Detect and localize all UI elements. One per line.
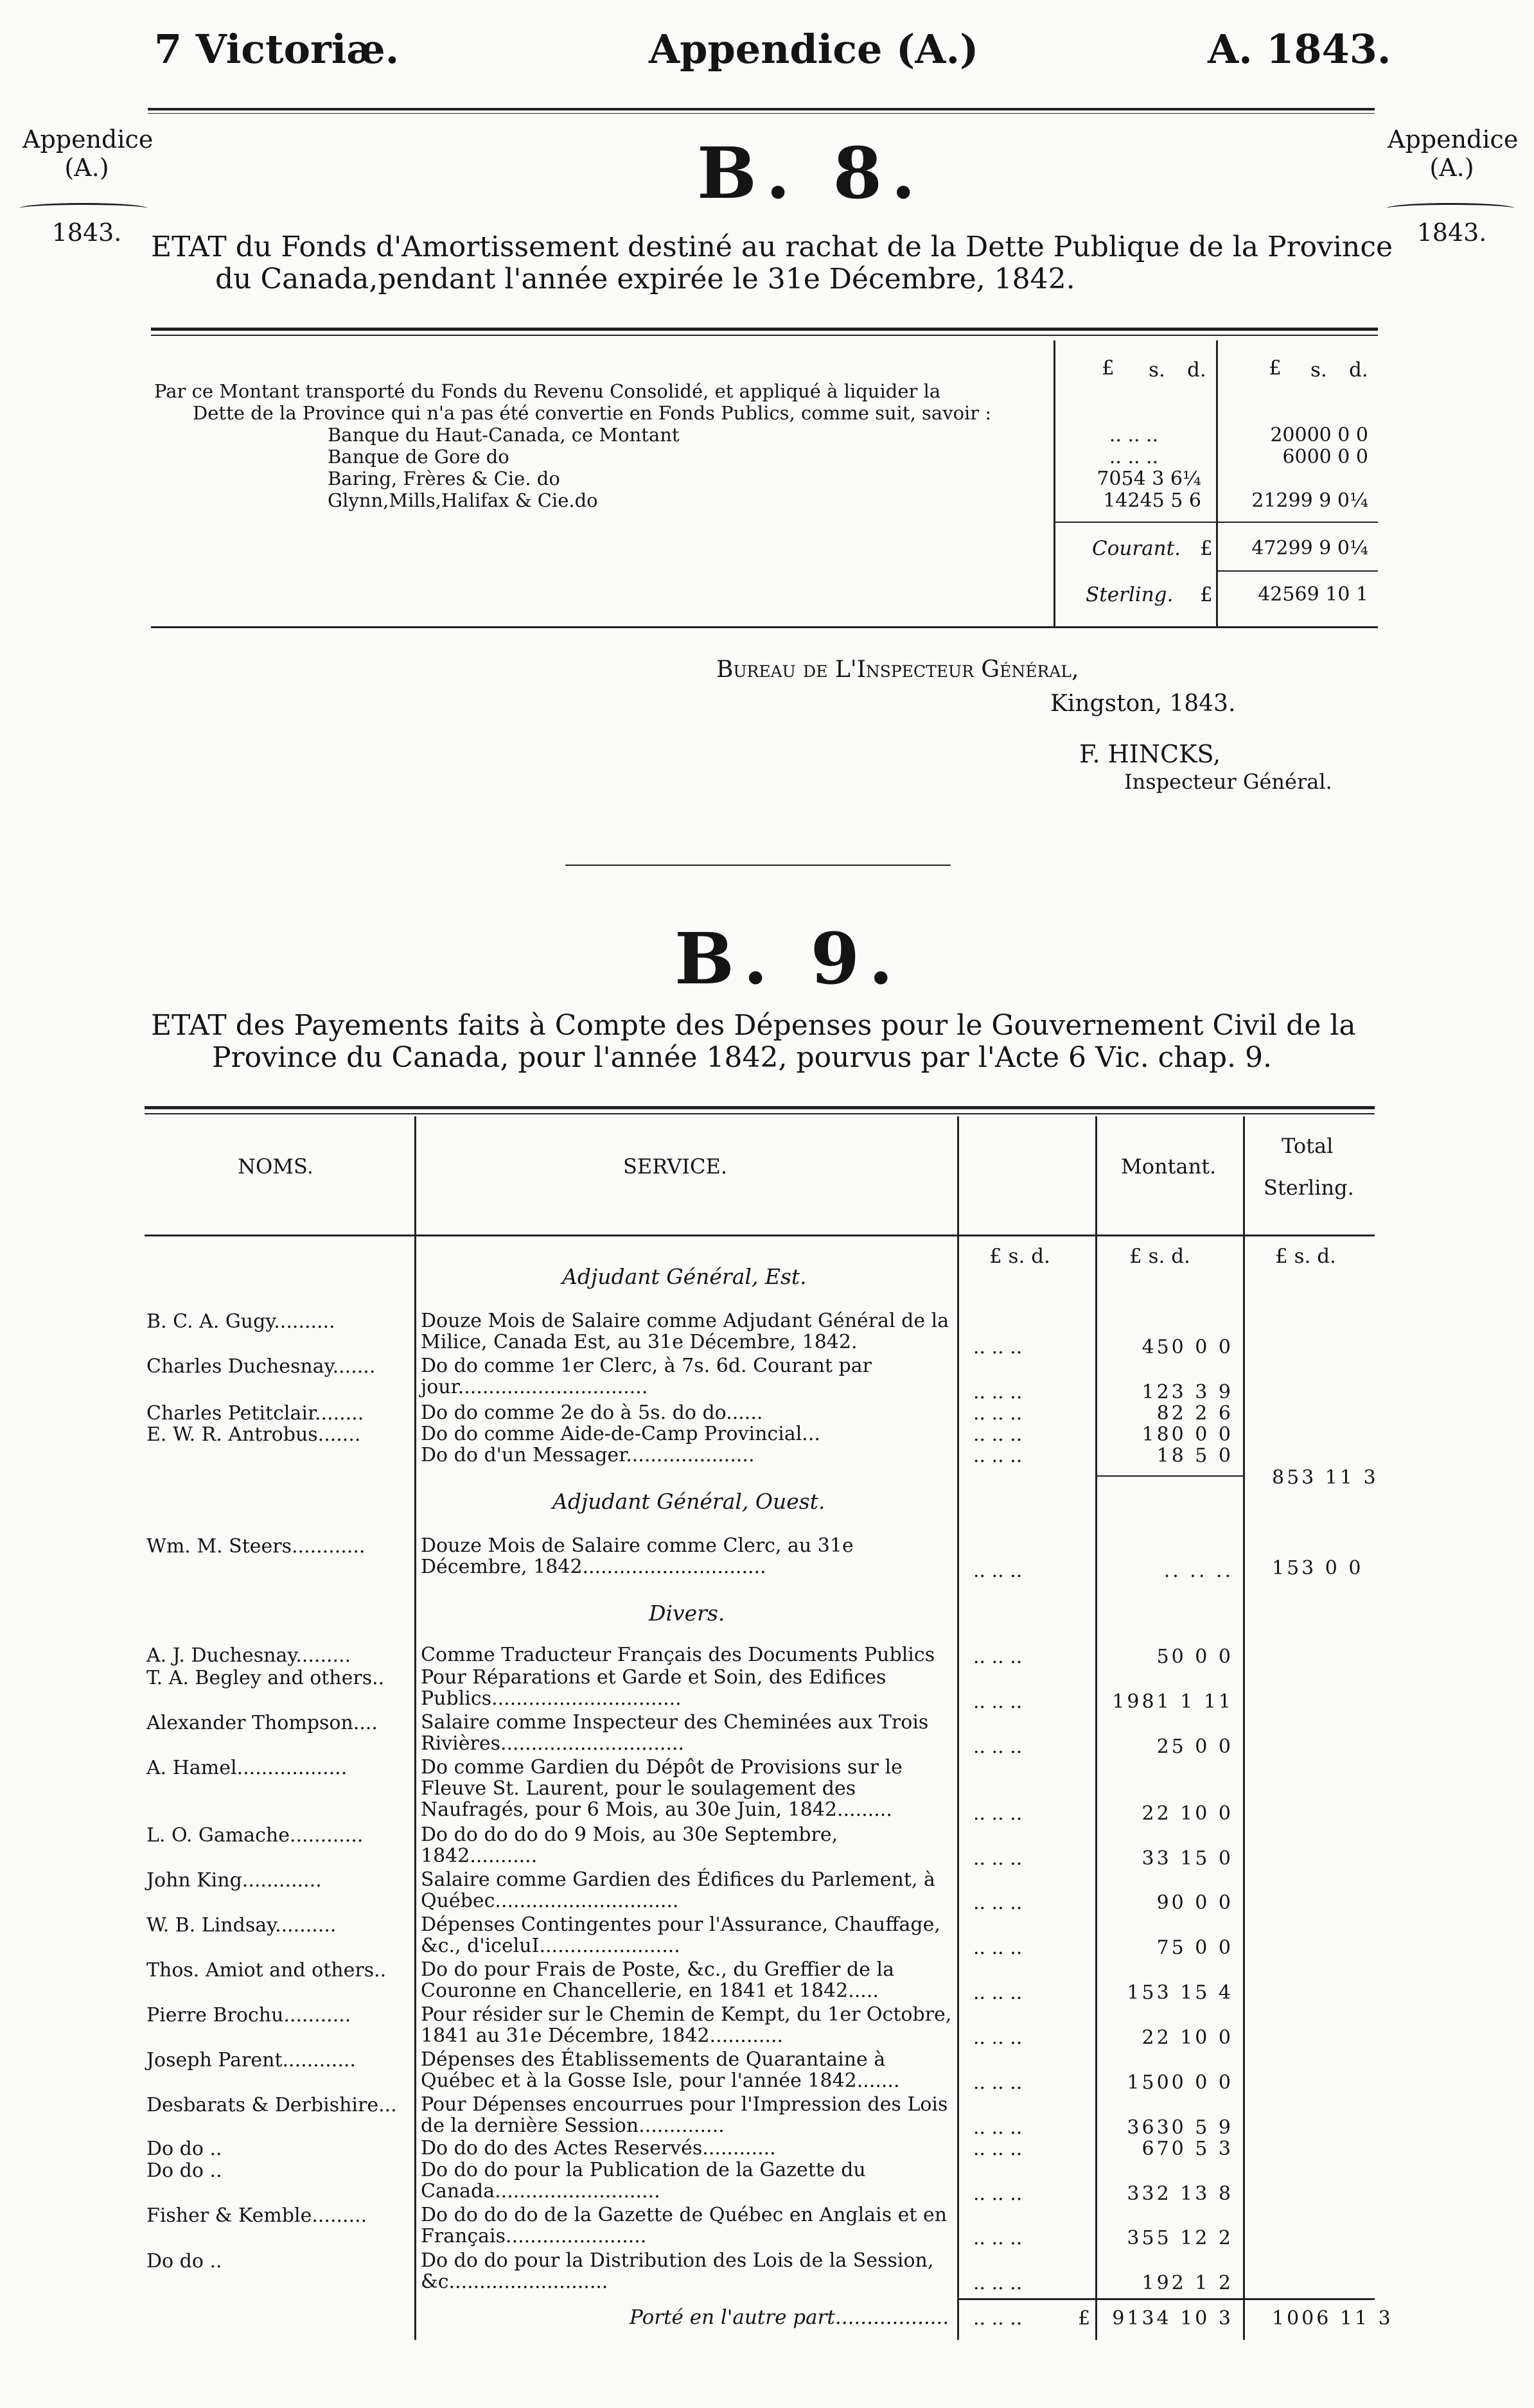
- b9-row-service: Pour résider sur le Chemin de Kempt, du 1er Octobre, 1841 au 31e Décembre, 1842............: [421, 2003, 952, 2047]
- b9-row-dots: .. .. ..: [973, 2026, 1023, 2049]
- header-left: 7 Victoriæ.: [154, 26, 400, 73]
- b9-row-name: W. B. Lindsay..........: [146, 1914, 337, 1937]
- b9-head-total-line-1: Total: [1282, 1134, 1334, 1158]
- b9-row-dots: .. .. ..: [973, 1847, 1023, 1870]
- signature-title: Inspecteur Général.: [1124, 769, 1332, 794]
- b8-sterling-currency: £: [1200, 583, 1213, 606]
- b9-row-service: Do do d'un Messager.....................: [421, 1444, 755, 1466]
- signature-place: Kingston, 1843.: [1050, 690, 1236, 717]
- header-rule-thin: [148, 113, 1375, 114]
- b8-intro-line-1: Par ce Montant transporté du Fonds du Revenu Consolidé, et appliqué à liquider la: [154, 380, 941, 402]
- b9-row-name: A. Hamel..................: [146, 1757, 348, 1779]
- b9-row-name: John King.............: [146, 1869, 322, 1892]
- b9-row-name: Fisher & Kemble.........: [146, 2204, 367, 2227]
- b9-row-dots: .. .. ..: [973, 2071, 1023, 2094]
- b9-head-total-line-2: Sterling.: [1264, 1175, 1354, 1200]
- b9-row-dots: .. .. ..: [973, 2227, 1023, 2249]
- side-note-right: [1388, 125, 1519, 182]
- b9-row-dots: .. .. ..: [973, 1646, 1023, 1668]
- b9-row-amount: 332 13 8: [1127, 2183, 1233, 2205]
- b8-courant-currency: £: [1200, 537, 1213, 560]
- b9-row-dots: .. .. ..: [973, 1937, 1023, 1959]
- side-note-right-year: 1843.: [1416, 218, 1487, 247]
- b8-row-name: Banque de Gore do: [328, 446, 509, 468]
- b9-row-total: 153 0 0: [1272, 1557, 1364, 1579]
- b9-row-dots: .. .. ..: [973, 2272, 1023, 2294]
- b8-head-right-pound: £: [1269, 356, 1282, 380]
- b9-row-service: Do comme Gardien du Dépôt de Provisions sur le Fleuve St. Laurent, pour le soulagement des Naufragés, pour 6 Mois, au 30e Juin, 1842.........: [421, 1756, 903, 1821]
- b9-row-name: E. W. R. Antrobus.......: [146, 1423, 361, 1446]
- b9-divider-montant: [1243, 1116, 1245, 2340]
- b8-head-mid-pence: d.: [1187, 358, 1206, 382]
- b9-carried-dots: .. .. ..: [973, 2307, 1023, 2330]
- b9-head-service: SERVICE.: [623, 1154, 727, 1179]
- b9-row-service: Do do pour Frais de Poste, &c., du Greffier de la Couronne en Chancellerie, en 1841 et 1842.....: [421, 1958, 895, 2002]
- b9-row-dots: .. .. ..: [973, 1892, 1023, 1914]
- b8-row-name: Banque du Haut-Canada, ce Montant: [328, 424, 680, 446]
- b9-head-names: NOMS.: [238, 1154, 313, 1179]
- b9-row-service: Do do do do de la Gazette de Québec en Anglais et en Français.......................: [421, 2204, 948, 2247]
- b8-row-mid: .. .. ..: [1109, 446, 1159, 468]
- b9-header-bottom-rule: [145, 1235, 1375, 1236]
- b9-carried-total: 1006 11 3: [1272, 2307, 1393, 2330]
- b9-row-dots: .. .. ..: [973, 1691, 1023, 1713]
- b9-row-dots: .. .. ..: [973, 1445, 1023, 1467]
- b8-row-mid: 7054 3 6¼: [1097, 468, 1201, 490]
- side-note-left: [22, 125, 154, 182]
- b9-row-amount: 670 5 3: [1142, 2138, 1233, 2160]
- b9-table-top-rule-thin: [145, 1113, 1375, 1114]
- b8-intro-line-2: Dette de la Province qui n'a pas été convertie en Fonds Publics, comme suit, savoir :: [193, 402, 992, 424]
- b9-row-name: A. J. Duchesnay.........: [146, 1644, 351, 1667]
- b8-head-mid-pound: £: [1102, 356, 1115, 380]
- b9-row-dots: .. .. ..: [973, 1802, 1023, 1825]
- side-note-right-label: Appendice: [1388, 125, 1519, 154]
- b8-head-right-pence: d.: [1349, 358, 1368, 382]
- b9-row-name: Do do ..: [146, 2138, 222, 2160]
- b9-row-name: Wm. M. Steers............: [146, 1535, 366, 1558]
- b9-row-service: Douze Mois de Salaire comme Adjudant Général de la Milice, Canada Est, au 31e Décembre, 1842.: [421, 1310, 949, 1353]
- b9-row-service: Pour Dépenses encourrues pour l'Impression des Lois de la dernière Session..............: [421, 2093, 948, 2137]
- b8-sterling-value: 42569 10 1: [1258, 583, 1368, 606]
- b8-head-mid-shilling: s.: [1149, 358, 1165, 382]
- b9-row-service: Douze Mois de Salaire comme Clerc, au 31e Décembre, 1842..............................: [421, 1534, 854, 1578]
- b9-row-service: Do do comme 2e do à 5s. do do......: [421, 1402, 763, 1424]
- b9-row-dots: .. .. ..: [973, 2183, 1023, 2205]
- signature-name: F. HINCKS,: [1079, 740, 1221, 768]
- b8-sterling-label: Sterling.: [1086, 583, 1174, 606]
- b9-row-amount: 22 10 0: [1142, 1802, 1233, 1825]
- b9-section-adjudant-ouest: Adjudant Général, Ouest.: [552, 1489, 825, 1514]
- b9-row-service: Do do do do do 9 Mois, au 30e Septembre, 1842...........: [421, 1824, 838, 1867]
- b9-row-amount: 180 0 0: [1142, 1423, 1233, 1446]
- b9-head-montant: Montant.: [1121, 1154, 1217, 1179]
- b8-row-mid: .. .. ..: [1109, 424, 1159, 446]
- b9-row-service: Comme Traducteur Français des Documents Publics: [421, 1644, 935, 1666]
- b9-row-service: Do do do pour la Publication de la Gazette du Canada...........................: [421, 2159, 866, 2202]
- b9-description-line-2: Province du Canada, pour l'année 1842, pourvus par l'Acte 6 Vic. chap. 9.: [212, 1041, 1272, 1074]
- b9-row-total: 853 11 3: [1272, 1466, 1379, 1489]
- b9-row-name: B. C. A. Gugy..........: [146, 1310, 335, 1333]
- b9-row-amount: 1981 1 11: [1112, 1691, 1233, 1713]
- b9-row-amount: 153 15 4: [1127, 1982, 1233, 2004]
- b8-row-amount: 20000 0 0: [1270, 424, 1368, 446]
- b8-divider-1: [1054, 340, 1055, 626]
- b9-currency-head-sub: £ s. d.: [989, 1245, 1050, 1268]
- b9-row-service: Do do comme Aide-de-Camp Provincial...: [421, 1423, 820, 1445]
- b9-row-amount: 25 0 0: [1156, 1736, 1233, 1758]
- b9-row-amount: 33 15 0: [1142, 1847, 1233, 1870]
- b9-row-amount: 75 0 0: [1156, 1937, 1233, 1959]
- b9-row-amount: 1500 0 0: [1127, 2071, 1233, 2094]
- b9-row-amount: .. .. ..: [1163, 1560, 1233, 1582]
- b9-row-service: Pour Réparations et Garde et Soin, des Edifices Publics...............................: [421, 1666, 886, 1710]
- b9-row-dots: .. .. ..: [973, 1402, 1023, 1425]
- b9-row-dots: .. .. ..: [973, 1423, 1023, 1446]
- b8-title: B. 8.: [697, 132, 925, 215]
- b9-divider-subcol: [1095, 1116, 1097, 2340]
- b9-row-name: Do do ..: [146, 2250, 222, 2272]
- b9-row-amount: 192 1 2: [1142, 2272, 1233, 2294]
- side-note-right-sub: (A.): [1429, 154, 1474, 182]
- b9-row-name: T. A. Begley and others..: [146, 1667, 385, 1689]
- b9-section-adjudant-est: Adjudant Général, Est.: [562, 1264, 807, 1289]
- b9-row-name: Thos. Amiot and others..: [146, 1959, 387, 1982]
- b9-carried-label: Porté en l'autre part..................: [630, 2306, 949, 2329]
- b9-row-name: Charles Petitclair........: [146, 1402, 364, 1425]
- b8-description-line-1: ETAT du Fonds d'Amortissement destiné au rachat de la Dette Publique de la Province: [151, 231, 1393, 263]
- b9-carried-amount: 9134 10 3: [1112, 2307, 1233, 2330]
- b9-row-dots: .. .. ..: [973, 2138, 1023, 2160]
- b9-row-dots: .. .. ..: [973, 1736, 1023, 1758]
- b9-row-service: Salaire comme Inspecteur des Cheminées aux Trois Rivières..............................: [421, 1711, 929, 1755]
- side-note-left-label: Appendice: [22, 125, 154, 154]
- side-brace-left: [19, 203, 148, 214]
- b9-row-name: L. O. Gamache............: [146, 1824, 364, 1847]
- side-brace-right: [1386, 203, 1515, 214]
- b8-row-amount: 6000 0 0: [1282, 446, 1368, 468]
- b9-currency-head-montant: £ s. d.: [1129, 1245, 1190, 1268]
- side-note-left-year: 1843.: [51, 218, 122, 247]
- b9-carried-rule: [957, 2298, 1375, 2300]
- b9-section-divers: Divers.: [649, 1601, 725, 1626]
- b9-row-name: Pierre Brochu...........: [146, 2004, 351, 2026]
- b8-row-mid: 14245 5 6: [1103, 489, 1201, 512]
- b9-row-service: Do do do pour la Distribution des Lois de la Session, &c..........................: [421, 2249, 934, 2293]
- b9-row-service: Do do do des Actes Reservés............: [421, 2137, 776, 2159]
- b9-row-amount: 18 5 0: [1156, 1445, 1233, 1467]
- b9-row-service: Dépenses des Établissements de Quarantaine à Québec et à la Gosse Isle, pour l'année 1842.......: [421, 2048, 900, 2092]
- b8-row-name: Baring, Frères & Cie. do: [328, 468, 560, 489]
- b9-row-dots: .. .. ..: [973, 1560, 1023, 1582]
- b8-courant-label: Courant.: [1092, 537, 1181, 560]
- b9-row-service: Dépenses Contingentes pour l'Assurance, Chauffage, &c., d'iceluI.......................: [421, 1913, 940, 1957]
- b9-row-name: Do do ..: [146, 2159, 222, 2182]
- b8-table-top-rule: [151, 328, 1378, 331]
- b9-row-amount: 123 3 9: [1142, 1381, 1233, 1403]
- b8-table-top-rule-thin: [151, 335, 1378, 336]
- signature-bureau: Bureau de L'Inspecteur Général,: [716, 656, 1079, 683]
- b9-row-amount: 50 0 0: [1156, 1646, 1233, 1668]
- b9-row-dots: .. .. ..: [973, 1336, 1023, 1358]
- b8-table-bottom-rule: [151, 626, 1378, 628]
- b9-row-amount: 3630 5 9: [1127, 2116, 1233, 2139]
- b8-sterling-rule: [1216, 570, 1378, 572]
- b9-row-dots: .. .. ..: [973, 1381, 1023, 1403]
- b9-row-dots: .. .. ..: [973, 2116, 1023, 2139]
- b9-row-name: Alexander Thompson....: [146, 1712, 378, 1734]
- b9-divider-service: [957, 1116, 959, 2340]
- b9-table-top-rule: [145, 1106, 1375, 1109]
- b8-head-right-shilling: s.: [1310, 358, 1327, 382]
- b9-row-service: Do do comme 1er Clerc, à 7s. 6d. Courant par jour...............................: [421, 1355, 872, 1398]
- b9-row-name: Charles Duchesnay.......: [146, 1355, 376, 1378]
- b9-currency-head-total: £ s. d.: [1275, 1245, 1336, 1268]
- b8-row-name: Glynn,Mills,Halifax & Cie.do: [328, 489, 598, 511]
- b9-row-dots: .. .. ..: [973, 1982, 1023, 2004]
- b8-description-line-2: du Canada,pendant l'année expirée le 31e Décembre, 1842.: [215, 263, 1075, 295]
- b9-row-amount: 450 0 0: [1142, 1336, 1233, 1358]
- section-separator: [565, 865, 951, 866]
- b8-divider-2: [1216, 340, 1218, 626]
- b9-row-amount: 22 10 0: [1142, 2026, 1233, 2049]
- b9-title: B. 9.: [674, 917, 903, 1000]
- header-right: A. 1843.: [1208, 26, 1391, 73]
- b9-row-amount: 82 2 6: [1156, 1402, 1233, 1425]
- b9-subtotal-rule: [1097, 1475, 1243, 1477]
- header-rule: [148, 108, 1375, 110]
- b8-subtotal-rule: [1054, 522, 1378, 523]
- b8-row-amount: 21299 9 0¼: [1251, 489, 1368, 512]
- b9-description-line-1: ETAT des Payements faits à Compte des Dépenses pour le Gouvernement Civil de la: [151, 1009, 1356, 1042]
- b9-divider-names: [414, 1116, 416, 2340]
- b9-row-amount: 355 12 2: [1127, 2227, 1233, 2249]
- header-center: Appendice (A.): [649, 26, 979, 73]
- b9-row-name: Desbarats & Derbishire...: [146, 2094, 397, 2116]
- b9-carried-currency: £: [1078, 2307, 1091, 2330]
- b9-row-service: Salaire comme Gardien des Édifices du Parlement, à Québec..............................: [421, 1868, 935, 1912]
- b9-row-amount: 90 0 0: [1156, 1892, 1233, 1914]
- b8-courant-value: 47299 9 0¼: [1251, 537, 1368, 559]
- b9-row-name: Joseph Parent............: [146, 2049, 356, 2071]
- side-note-left-sub: (A.): [64, 154, 109, 182]
